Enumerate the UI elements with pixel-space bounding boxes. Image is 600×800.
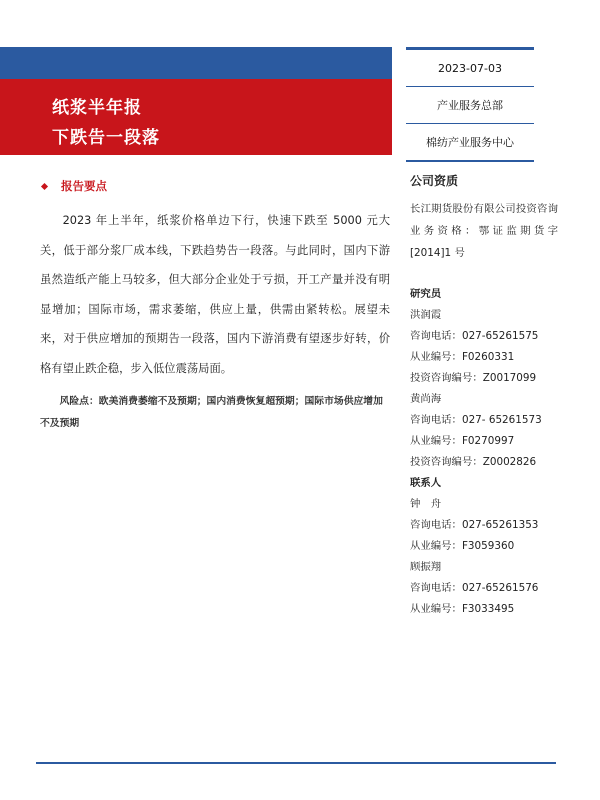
contact-phone: 咨询电话：027-65261353 (410, 519, 539, 531)
qualification-title: 公司资质 (410, 174, 459, 188)
researcher-name: 洪润霞 (410, 309, 442, 321)
info-bottom-rule (406, 160, 534, 162)
researcher-phone: 咨询电话：027-65261575 (410, 330, 539, 342)
contact-name: 钟 舟 (410, 498, 442, 510)
contact-name: 顾振翔 (410, 561, 442, 573)
researcher-phone: 咨询电话：027- 65261573 (410, 414, 542, 426)
diamond-bullet-icon (41, 182, 48, 189)
footer-rule (36, 762, 556, 764)
researchers-label: 研究员 (410, 288, 442, 300)
report-subtitle: 下跌告一段落 (52, 128, 160, 148)
qualification-text: 长江期货股份有限公司投资咨询业务资格：鄂证监期货字[2014]1 号 (410, 203, 558, 259)
researcher-advisor-id: 投资咨询编号：Z0002826 (410, 456, 537, 468)
summary-paragraph: 2023 年上半年，纸浆价格单边下行，快速下跌至 5000 元大关，低于部分浆厂成本线，下跌趋势告一段落。与此同时，国内下游虽然造纸产能上马较多，但大部分企业处于亏损，开工产量并没有明显增加；国际市场，需求萎缩，供应上量，供需由紧转松。展望未来，对于供应增加的预期告一段落，国内下游消费有望逐步好转，价格有望止跌企稳，步入低位震荡局面。 (40, 214, 390, 375)
report-summary-section (40, 178, 390, 435)
report-date: 2023-07-03 (438, 61, 502, 75)
summary-heading-label: 报告要点 (61, 179, 107, 193)
researcher-license: 从业编号：F0260331 (410, 351, 515, 363)
contacts-label: 联系人 (410, 477, 442, 489)
service-center: 棉纺产业服务中心 (426, 136, 514, 149)
report-title: 纸浆半年报 (52, 98, 142, 118)
contact-license: 从业编号：F3033495 (410, 603, 515, 615)
summary-heading (40, 178, 390, 194)
risk-note: 风险点：欧美消费萎缩不及预期；国内消费恢复超预期；国际市场供应增加不及预期 (40, 396, 383, 429)
contact-license: 从业编号：F3059360 (410, 540, 515, 552)
sidebar (410, 172, 558, 620)
header-red-band (0, 79, 392, 155)
researcher-name: 黄尚海 (410, 393, 442, 405)
header-blue-band (0, 47, 392, 79)
researcher-license: 从业编号：F0270997 (410, 435, 515, 447)
department: 产业服务总部 (437, 99, 503, 112)
researcher-advisor-id: 投资咨询编号：Z0017099 (410, 372, 537, 384)
info-box (406, 47, 534, 162)
contact-phone: 咨询电话：027-65261576 (410, 582, 539, 594)
